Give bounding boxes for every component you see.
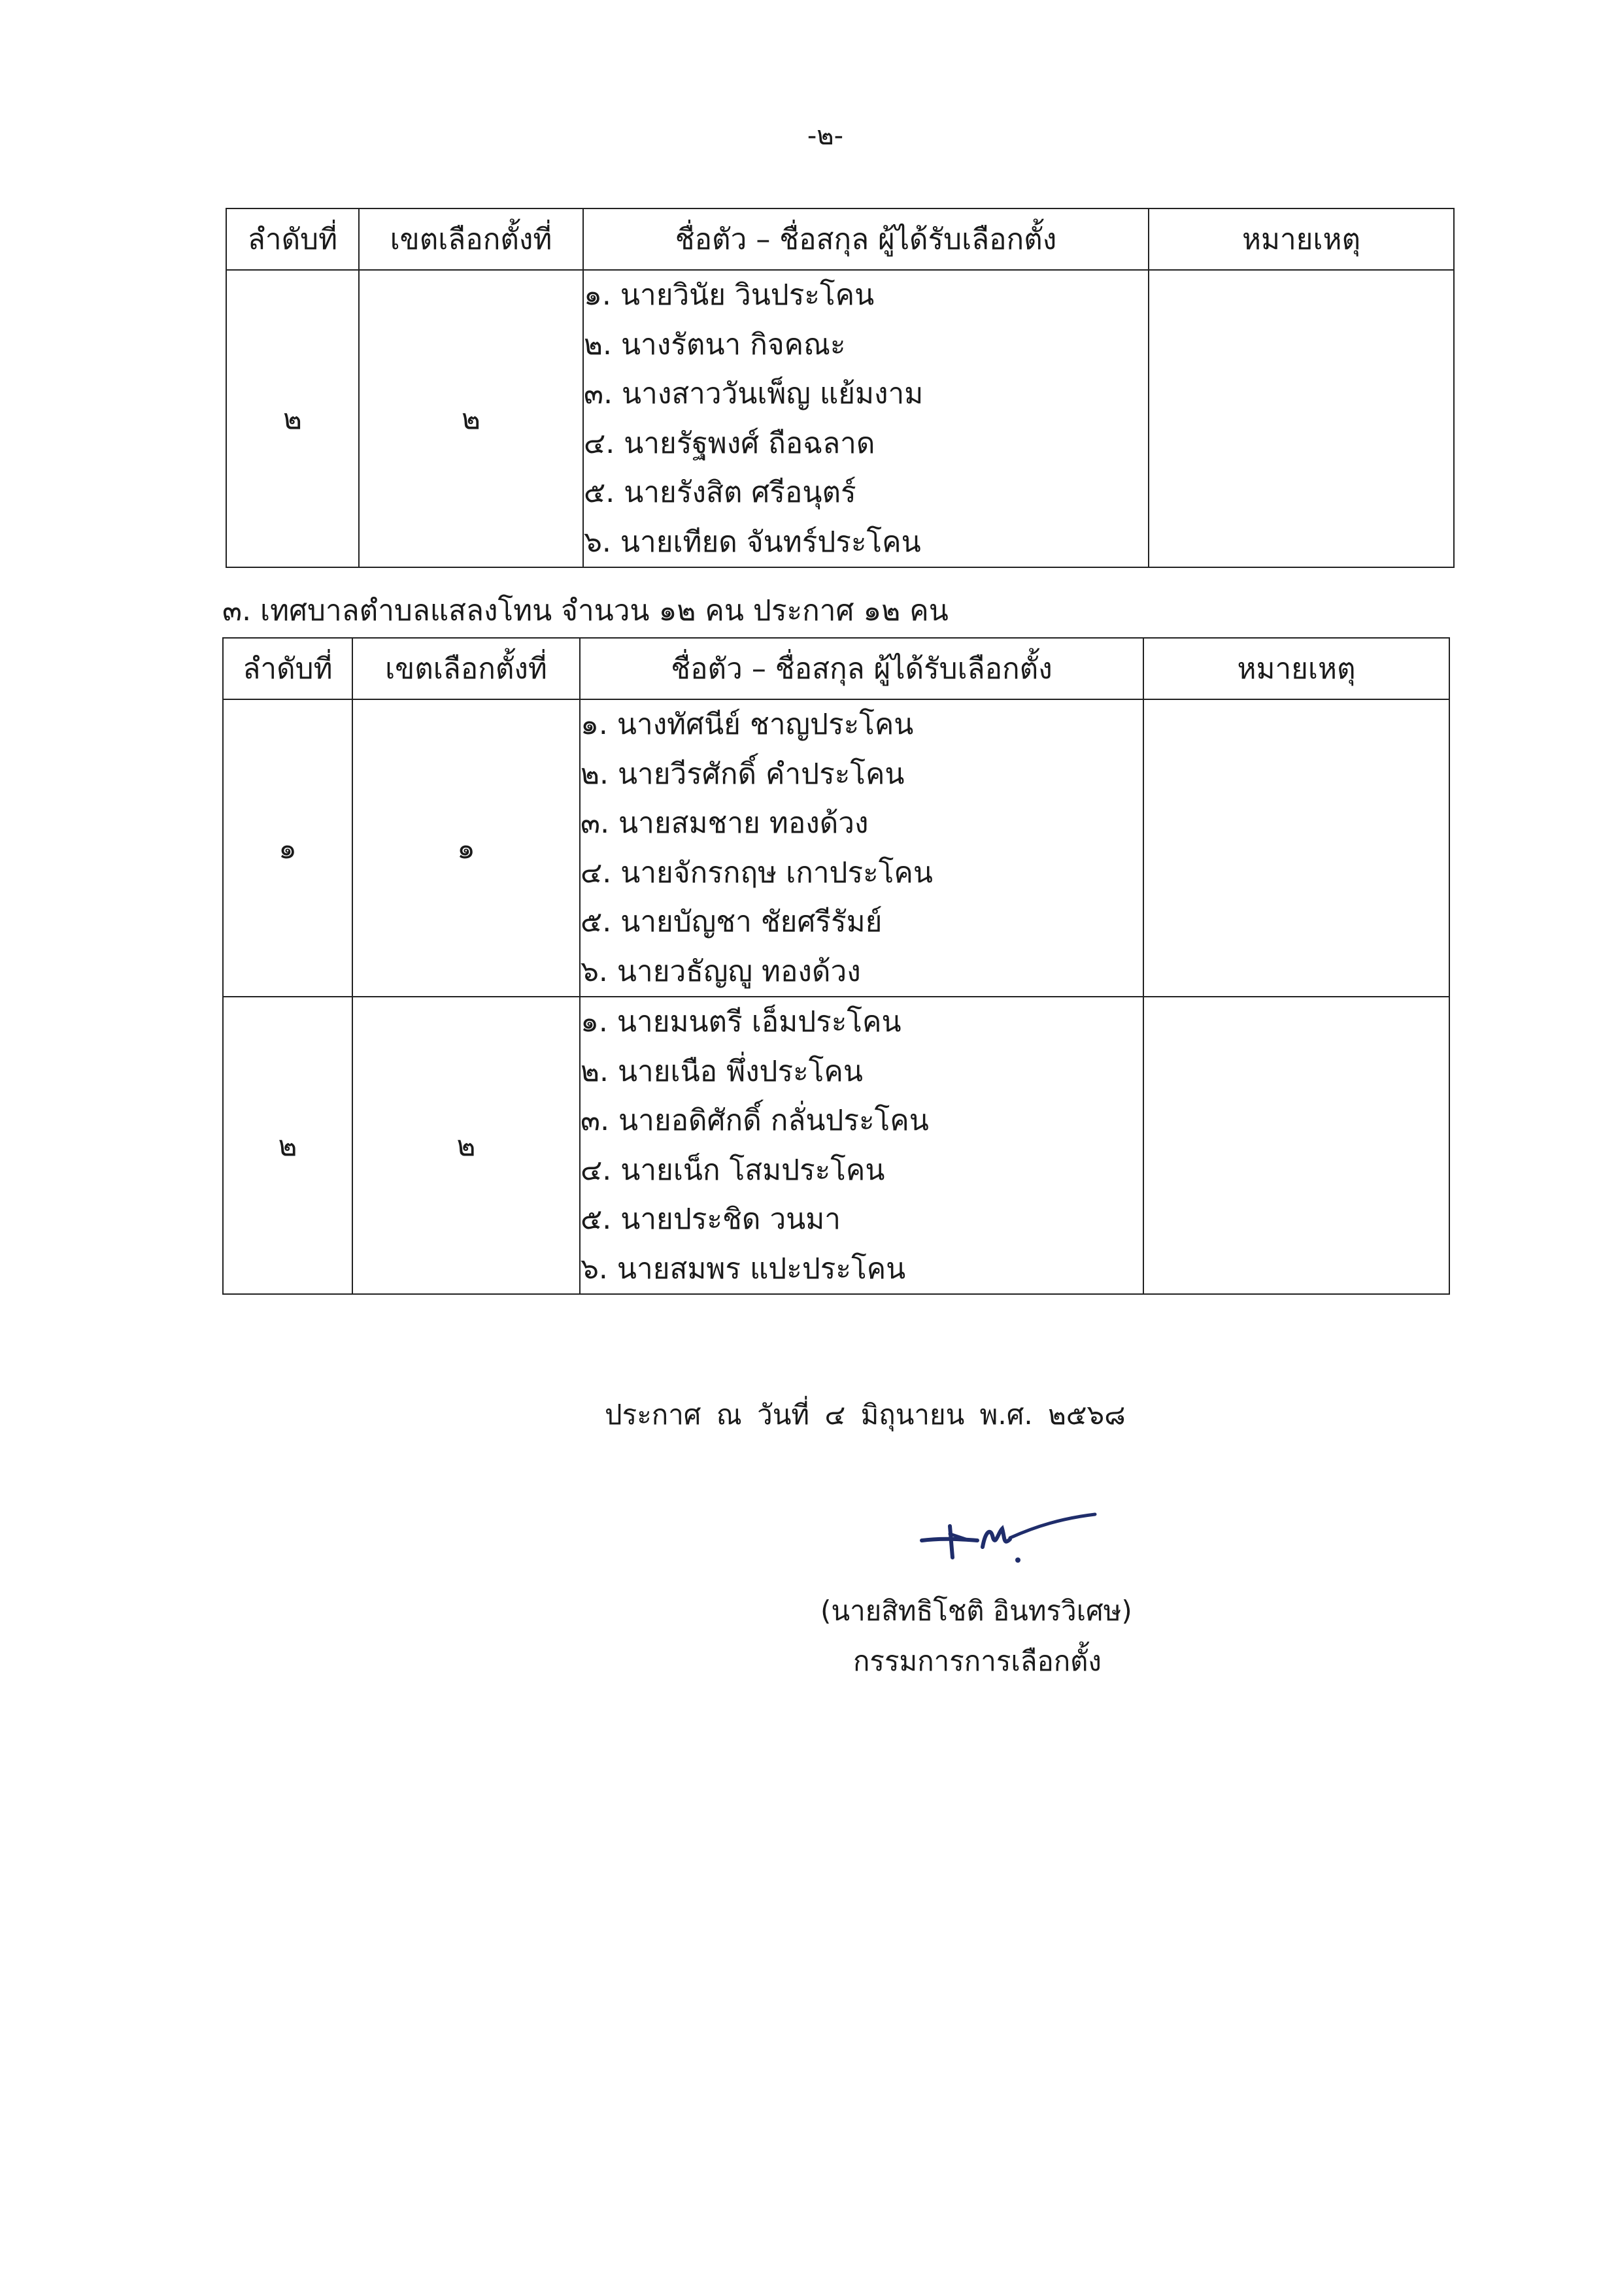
table-row <box>223 699 1449 997</box>
district-cell: ๒ <box>352 997 580 1294</box>
winner-name: ๒. นายวีรศักดิ์ คำประโคน <box>581 757 905 791</box>
remark-cell <box>1143 997 1449 1294</box>
results-table-section-3 <box>222 637 1450 1295</box>
order-cell: ๒ <box>223 997 352 1294</box>
winner-name: ๖. นายเทียด จันทร์ประโคน <box>584 525 921 559</box>
winner-name: ๓. นางสาววันเพ็ญ แย้มงาม <box>584 377 924 410</box>
handwritten-signature <box>912 1500 1108 1572</box>
table-row <box>223 997 1449 1294</box>
district-cell: ๑ <box>352 699 580 997</box>
header-name: ชื่อตัว – ชื่อสกุล ผู้ได้รับเลือกตั้ง <box>583 208 1149 270</box>
table-header-row <box>223 638 1449 699</box>
header-order: ลำดับที่ <box>226 208 359 270</box>
winner-name: ๑. นายวินัย วินประโคน <box>584 278 875 312</box>
header-order: ลำดับที่ <box>223 638 352 699</box>
district-cell: ๒ <box>359 270 583 567</box>
signer-title: กรรมการการเลือกตั้ง <box>853 1645 1102 1677</box>
winner-name: ๑. นางทัศนีย์ ชาญประโคน <box>581 708 914 741</box>
order-cell: ๒ <box>226 270 359 567</box>
header-district: เขตเลือกตั้งที่ <box>359 208 583 270</box>
section-heading: ๓. เทศบาลตำบลแสลงโทน จำนวน ๑๒ คน ประกาศ ๑๒ คน <box>222 594 949 627</box>
names-cell <box>583 270 1149 567</box>
winner-name: ๒. นายเนือ พึ่งประโคน <box>581 1054 863 1088</box>
winner-name: ๓. นายสมชาย ทองด้วง <box>581 807 869 840</box>
header-remark: หมายเหตุ <box>1149 208 1454 270</box>
winner-name: ๒. นางรัตนา กิจคณะ <box>584 327 846 361</box>
winner-name: ๔. นายเน็ก โสมประโคน <box>581 1153 885 1187</box>
header-remark: หมายเหตุ <box>1143 638 1449 699</box>
results-table-continued <box>226 208 1455 568</box>
page-number: -๒- <box>807 121 844 151</box>
winner-name: ๑. นายมนตรี เอ็มประโคน <box>581 1005 902 1039</box>
header-district: เขตเลือกตั้งที่ <box>352 638 580 699</box>
order-cell: ๑ <box>223 699 352 997</box>
remark-cell <box>1149 270 1454 567</box>
winner-name: ๕. นายประชิด วนมา <box>581 1203 841 1236</box>
announcement-date: ประกาศ ณ วันที่ ๔ มิถุนายน พ.ศ. ๒๕๖๘ <box>605 1399 1126 1431</box>
winner-name: ๓. นายอดิศักดิ์ กลั่นประโคน <box>581 1104 929 1137</box>
names-cell <box>580 997 1143 1294</box>
table-header-row <box>226 208 1454 270</box>
signer-name: (นายสิทธิโชติ อินทรวิเศษ) <box>820 1595 1132 1627</box>
names-cell <box>580 699 1143 997</box>
table-row <box>226 270 1454 567</box>
header-name: ชื่อตัว – ชื่อสกุล ผู้ได้รับเลือกตั้ง <box>580 638 1143 699</box>
remark-cell <box>1143 699 1449 997</box>
winner-name: ๕. นายบัญชา ชัยศรีรัมย์ <box>581 905 883 939</box>
winner-name: ๔. นายจักรกฤษ เกาประโคน <box>581 856 933 890</box>
winner-name: ๖. นายวธัญญู ทองด้วง <box>581 954 861 988</box>
winner-name: ๕. นายรังสิต ศรีอนุตร์ <box>584 476 856 509</box>
winner-name: ๔. นายรัฐพงศ์ ถือฉลาด <box>584 426 875 460</box>
winner-name: ๖. นายสมพร แปะประโคน <box>581 1252 906 1286</box>
